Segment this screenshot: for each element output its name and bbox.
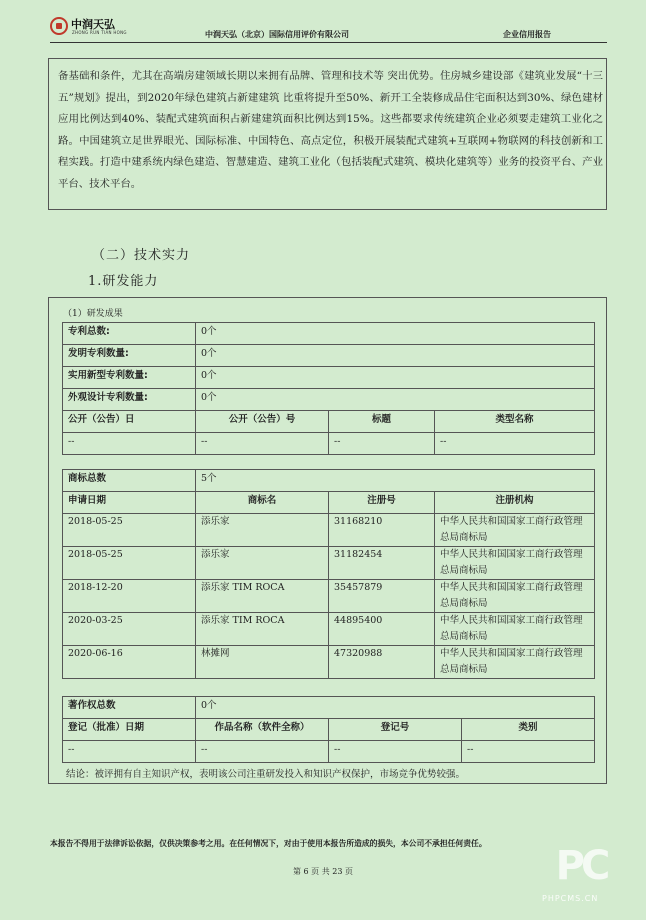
trademark-name: 林摊网	[196, 646, 329, 679]
table-cell: --	[462, 741, 595, 763]
trademark-office: 中华人民共和国国家工商行政管理总局商标局	[435, 514, 595, 547]
utility-patent-label: 实用新型专利数量:	[63, 367, 196, 389]
invention-patent-label: 发明专利数量:	[63, 345, 196, 367]
patent-total-label: 专利总数:	[63, 323, 196, 345]
copyright-total-value: 0个	[196, 697, 595, 719]
table-cell: --	[329, 741, 462, 763]
table-row	[63, 389, 595, 411]
trademark-date: 2018-05-25	[63, 547, 196, 580]
watermark-text: PHPCMS.CN	[542, 894, 599, 903]
table-row	[63, 367, 595, 389]
trademark-table	[62, 469, 595, 679]
column-header: 类型名称	[435, 411, 595, 433]
header-report-type: 企业信用报告	[503, 29, 551, 39]
column-header: 注册机构	[435, 492, 595, 514]
rd-conclusion: 结论：被评拥有自主知识产权，表明该公司注重研发投入和知识产权保护，市场竞争优势较强。	[66, 769, 466, 780]
page-header	[0, 0, 646, 44]
footer-disclaimer: 本报告不得用于法律诉讼依据，仅供决策参考之用。在任何情况下，对由于使用本报告所造成的损失，本公司不承担任何责任。	[50, 839, 487, 848]
table-header-row	[63, 492, 595, 514]
subsection-title: 1.研发能力	[88, 274, 159, 289]
table-row	[63, 741, 595, 763]
invention-patent-value: 0个	[196, 345, 595, 367]
column-header: 注册号	[329, 492, 435, 514]
trademark-date: 2020-03-25	[63, 613, 196, 646]
section-title: （二）技术实力	[92, 248, 191, 263]
table-cell: --	[329, 433, 435, 455]
column-header: 登记（批准）日期	[63, 719, 196, 741]
table-cell: --	[196, 433, 329, 455]
trademark-office: 中华人民共和国国家工商行政管理总局商标局	[435, 646, 595, 679]
trademark-office: 中华人民共和国国家工商行政管理总局商标局	[435, 613, 595, 646]
utility-patent-value: 0个	[196, 367, 595, 389]
header-divider	[50, 42, 607, 43]
table-row	[63, 470, 595, 492]
logo-text: 中润天弘	[71, 18, 115, 31]
trademark-name: 添乐家 TIM ROCA	[196, 613, 329, 646]
column-header: 作品名称（软件全称）	[196, 719, 329, 741]
table-row	[63, 580, 595, 613]
table-row	[63, 646, 595, 679]
table-header-row	[63, 411, 595, 433]
column-header: 公开（公告）号	[196, 411, 329, 433]
table-row	[63, 323, 595, 345]
trademark-total-value: 5个	[196, 470, 595, 492]
logo-emblem-icon	[50, 17, 68, 35]
table-row	[63, 433, 595, 455]
trademark-date: 2020-06-16	[63, 646, 196, 679]
trademark-name: 添乐家 TIM ROCA	[196, 580, 329, 613]
page-number: 第 6 页 共 23 页	[293, 867, 353, 876]
trademark-reg-no: 47320988	[329, 646, 435, 679]
trademark-reg-no: 44895400	[329, 613, 435, 646]
trademark-office: 中华人民共和国国家工商行政管理总局商标局	[435, 580, 595, 613]
column-header: 标题	[329, 411, 435, 433]
trademark-date: 2018-05-25	[63, 514, 196, 547]
table-row	[63, 547, 595, 580]
intro-paragraph: 备基础和条件，尤其在高端房建领域长期以来拥有品牌、管理和技术等 突出优势。住房城乡建设部《建筑业发展“十三五”规划》提出，到2020年绿色建筑占新建建筑 比重将提升至50%、新开工全装修成品住宅面积达到30%、绿色建材应用比例达到40%、装配式建筑面积占新建建筑面积比例达到15%。这些都要求传统建筑企业必须要走建筑工业化之路。中国建筑立足世界眼光、国际标准、中国特色、高点定位，积极开展装配式建筑+互联网+物联网的科技创新和工程实践。打造中建系统内绿色建造、智慧建造、建筑工业化（包括装配式建筑、模块化建筑等）业务的投资平台、产业平台、技术平台。	[58, 70, 603, 190]
trademark-total-label: 商标总数	[63, 470, 196, 492]
column-header: 登记号	[329, 719, 462, 741]
rd-caption: （1）研发成果	[63, 309, 123, 319]
trademark-name: 添乐家	[196, 547, 329, 580]
column-header: 公开（公告）日	[63, 411, 196, 433]
design-patent-label: 外观设计专利数量:	[63, 389, 196, 411]
copyright-table	[62, 696, 595, 763]
trademark-office: 中华人民共和国国家工商行政管理总局商标局	[435, 547, 595, 580]
table-row	[63, 514, 595, 547]
watermark-logo: PC	[555, 843, 607, 889]
table-cell: --	[63, 741, 196, 763]
watermark	[538, 838, 628, 908]
trademark-reg-no: 35457879	[329, 580, 435, 613]
company-logo	[50, 15, 127, 43]
table-row	[63, 613, 595, 646]
column-header: 商标名	[196, 492, 329, 514]
trademark-name: 添乐家	[196, 514, 329, 547]
table-header-row	[63, 719, 595, 741]
table-row	[63, 697, 595, 719]
patent-total-value: 0个	[196, 323, 595, 345]
column-header: 申请日期	[63, 492, 196, 514]
table-cell: --	[63, 433, 196, 455]
trademark-date: 2018-12-20	[63, 580, 196, 613]
table-cell: --	[435, 433, 595, 455]
logo-subtext: ZHONG RUN TIAN HONG	[72, 30, 127, 35]
table-cell: --	[196, 741, 329, 763]
column-header: 类别	[462, 719, 595, 741]
header-company-name: 中润天弘（北京）国际信用评价有限公司	[205, 29, 349, 39]
table-row	[63, 345, 595, 367]
trademark-reg-no: 31182454	[329, 547, 435, 580]
trademark-reg-no: 31168210	[329, 514, 435, 547]
patent-table	[62, 322, 595, 455]
copyright-total-label: 著作权总数	[63, 697, 196, 719]
design-patent-value: 0个	[196, 389, 595, 411]
